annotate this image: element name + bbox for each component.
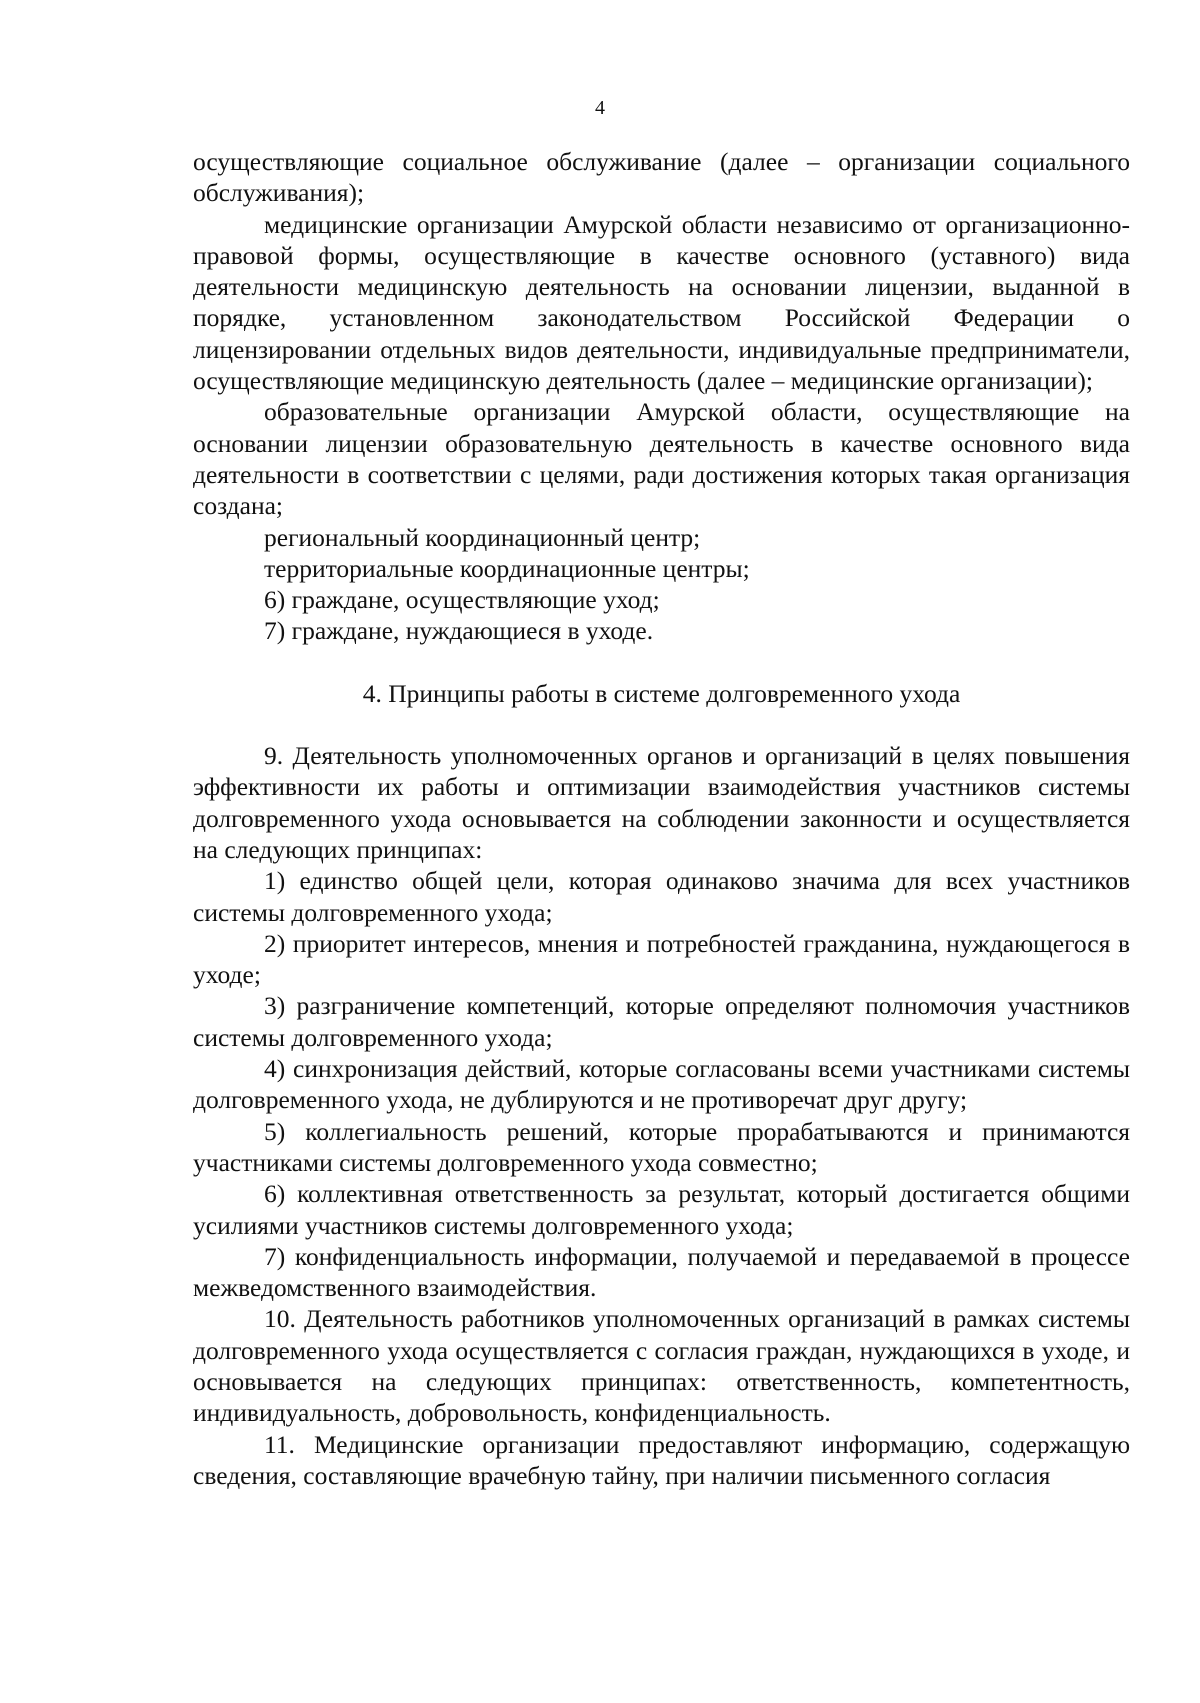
paragraph: образовательные организации Амурской области, осуществляющие на основании лицензии образовательную деятельность в качестве основного вида деятельности в соответствии с целями, ради достижения которых такая организация создана; (193, 397, 1130, 521)
paragraph: 3) разграничение компетенций, которые определяют полномочия участников системы долговременного ухода; (193, 991, 1130, 1052)
paragraph: 1) единство общей цели, которая одинаково значима для всех участников системы долговременного ухода; (193, 866, 1130, 927)
section-heading: 4. Принципы работы в системе долговременного ухода (362, 678, 961, 708)
paragraph: территориальные координационные центры; (264, 553, 750, 583)
paragraph: 5) коллегиальность решений, которые прорабатываются и принимаются участниками системы долговременного ухода совместно; (193, 1116, 1130, 1177)
paragraph: 11. Медицинские организации предоставляют информацию, содержащую сведения, составляющие врачебную тайну, при наличии письменного согласия (193, 1429, 1130, 1490)
document-body (193, 146, 1130, 1491)
paragraph: 6) коллективная ответственность за результат, который достигается общими усилиями участников системы долговременного ухода; (193, 1179, 1130, 1240)
paragraph: 6) граждане, осуществляющие уход; (264, 585, 660, 615)
paragraph: 2) приоритет интересов, мнения и потребностей гражданина, нуждающегося в уходе; (193, 928, 1130, 990)
paragraph: 7) конфиденциальность информации, получаемой и передаваемой в процессе межведомственного взаимодействия. (193, 1241, 1130, 1303)
paragraph: 9. Деятельность уполномоченных органов и организаций в целях повышения эффективности их работы и оптимизации взаимодействия участников системы долговременного ухода основывается на соблюдении законности и осуществляется на следующих принципах: (193, 741, 1130, 864)
paragraph: медицинские организации Амурской области независимо от организационно-правовой формы, осуществляющие в качестве основного (уставного) вида деятельности медицинскую деятельность на основании лицензии, выданной в порядке, установленном законодательством Российской Федерации о лицензировании отдельных видов деятельности, индивидуальные предприниматели, осуществляющие медицинскую деятельность (далее – медицинские организации); (193, 209, 1130, 396)
paragraph: 10. Деятельность работников уполномоченных организаций в рамках системы долговременного ухода осуществляется с согласия граждан, нуждающихся в уходе, и основывается на следующих принципах: ответственность, компетентность, индивидуальность, добровольность, конфиденциальность. (193, 1304, 1130, 1428)
paragraph: 4) синхронизация действий, которые согласованы всеми участниками системы долговременного ухода, не дублируются и не противоречат друг другу; (193, 1054, 1130, 1115)
page-number: 4 (595, 97, 605, 119)
paragraph: региональный координационный центр; (264, 522, 701, 552)
paragraph: 7) граждане, нуждающиеся в уходе. (264, 616, 654, 646)
paragraph: осуществляющие социальное обслуживание (далее – организации социального обслуживания); (193, 147, 1130, 208)
